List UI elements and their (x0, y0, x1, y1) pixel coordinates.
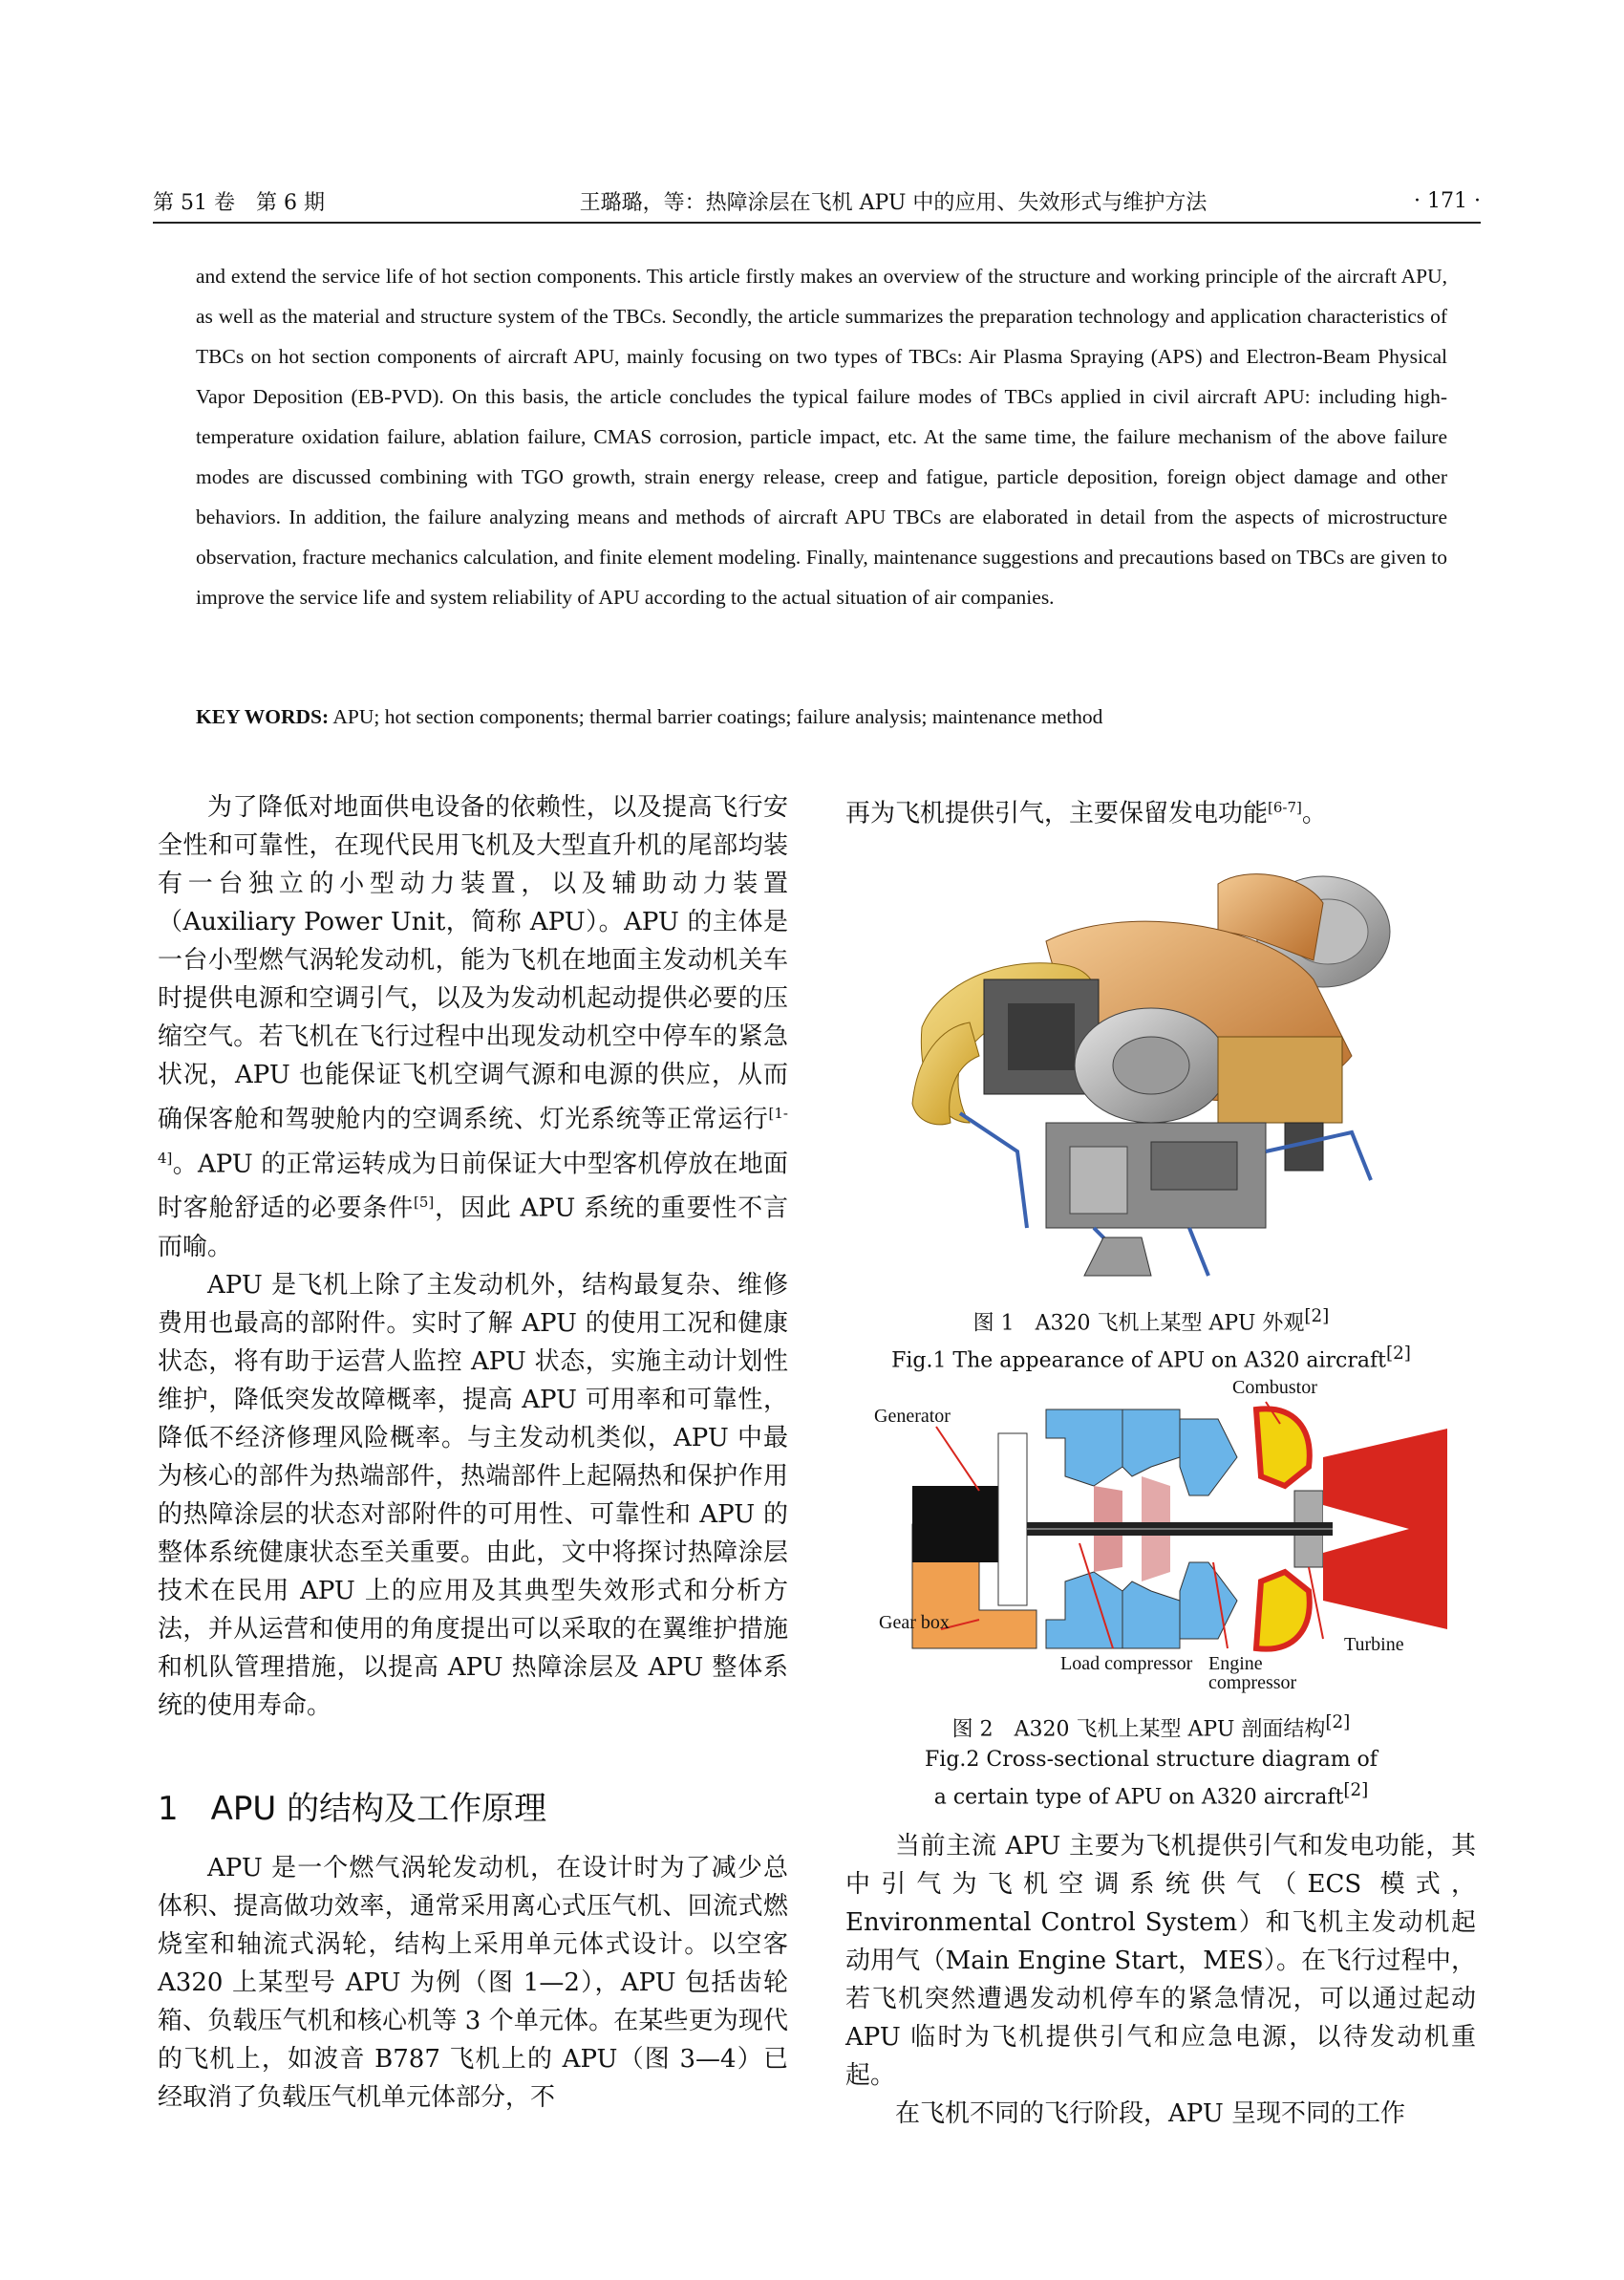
paragraph-flight-phases: 在飞机不同的飞行阶段，APU 呈现不同的工作 (895, 2099, 1405, 2128)
label-engine-compressor: Engine (1208, 1653, 1263, 1674)
figure-1-caption (865, 1301, 1438, 1377)
english-abstract: and extend the service life of hot section components. This article firstly makes an overview of the structure and working principle of the aircraft APU, as well as the material and structure system of the TBCs. Secondly, the article summarizes the preparation technology and application characteristics of TBCs on hot section components of aircraft APU, mainly focusing on two types of TBCs: Air Plasma Spraying (APS) and Electron-Beam Physical Vapor Deposition (EB-PVD). On this basis, the article concludes the typical failure modes of TBCs applied in civil aircraft APU: including high-temperature oxidation failure, ablation failure, CMAS corrosion, particle impact, etc. At the same time, the failure mechanism of the above failure modes are discussed combining with TGO growth, strain energy release, creep and fatigue, particle deposition, foreign object damage and other behaviors. In addition, the failure analyzing means and methods of aircraft APU TBCs are elaborated in detail from the aspects of microstructure observation, fracture mechanics calculation, and finite element modeling. Finally, maintenance suggestions and precautions based on TBCs are given to improve the service life and system reliability of APU according to the actual situation of air companies. (196, 265, 1447, 609)
keywords (196, 697, 1447, 737)
label-turbine: Turbine (1344, 1634, 1404, 1655)
keywords-text: APU; hot section components; thermal barrier coatings; failure analysis; maintenance method (329, 705, 1103, 728)
figure-1-caption-cn: 图 1 A320 飞机上某型 APU 外观[2] (972, 1306, 1330, 1336)
citation[interactable]: [6-7] (1268, 799, 1302, 816)
figure-2-caption-cn: 图 2 A320 飞机上某型 APU 剖面结构[2] (951, 1712, 1351, 1742)
running-title: 王璐璐，等：热障涂层在飞机 APU 中的应用、失效形式与维护方法 (579, 190, 1207, 215)
label-gear-box: Gear box (879, 1612, 950, 1633)
figure-1-apu-appearance (903, 865, 1400, 1285)
left-column-lower (158, 1849, 788, 2117)
label-load-compressor: Load compressor (1060, 1653, 1193, 1674)
left-column (158, 788, 788, 1725)
figure-2-caption-en-2: a certain type of APU on A320 aircraft[2] (933, 1780, 1369, 1810)
figure-2-caption (865, 1708, 1438, 1814)
keywords-label: KEY WORDS: (196, 705, 330, 728)
figure-1-caption-en: Fig.1 The appearance of APU on A320 aircraft[2] (891, 1344, 1411, 1373)
running-header (153, 180, 1481, 224)
right-column (845, 788, 1476, 833)
citation[interactable]: [1-4] (158, 1105, 788, 1167)
label-generator: Generator (874, 1406, 951, 1427)
figure-2-apu-cross-section (874, 1377, 1447, 1693)
citation[interactable]: [5] (414, 1194, 435, 1212)
journal-volume: 第 51 卷 第 6 期 (153, 190, 325, 215)
label-engine-compressor-line2: compressor (1208, 1672, 1297, 1693)
paragraph-apu-maintenance: APU 是飞机上除了主发动机外，结构最复杂、维修费用也最高的部附件。实时了解 APU 的使用工况和健康状态，将有助于运营人监控 APU 状态，实施主动计划性维护，降低突发故障概率，提高 APU 可用率和可靠性，降低不经济修理风险概率。与主发动机类似，APU 中最为核心的部件为热端部件，热端部件上起隔热和保护作用的热障涂层的状态对部附件的可用性、可靠性和 APU 的整体系统健康状态至关重要。由此，文中将探讨热障涂层技术在民用 APU 上的应用及其典型失效形式和分析方法，并从运营和使用的角度提出可以采取的在翼维护措施和机队管理措施，以提高 APU 热障涂层及 APU 整体系统的使用寿命。 (158, 1270, 788, 1720)
right-column-lower (845, 1827, 1476, 2133)
label-combustor: Combustor (1232, 1377, 1317, 1398)
paragraph-apu-structure: APU 是一个燃气涡轮发动机，在设计时为了减少总体积、提高做功效率，通常采用离心式压气机、回流式燃烧室和轴流式涡轮，结构上采用单元体式设计。以空客 A320 上某型号 APU 为例（图 1—2），APU 包括齿轮箱、负载压气机和核心机等 3 个单元体。在某些更为现代的飞机上，如波音 B787 飞机上的 APU（图 3—4）已经取消了负载压气机单元体部分，不 (158, 1854, 788, 2112)
figure-2-caption-en-1: Fig.2 Cross-sectional structure diagram of (925, 1748, 1378, 1773)
paragraph-continued: 再为飞机提供引气，主要保留发电功能[6-7]。 (845, 799, 1327, 828)
paragraph-apu-function: 当前主流 APU 主要为飞机提供引气和发电功能，其中引气为飞机空调系统供气（ECS 模式，Environmental Control System）和飞机主发动机起动用气（Main Engine Start，MES）。在飞行过程中，若飞机突然遭遇发动机停车的紧急情况，可以通过起动 APU 临时为飞机提供引气和应急电源，以待发动机重起。 (845, 1832, 1476, 2090)
page-number: · 171 · (1414, 188, 1481, 213)
paragraph-intro: 为了降低对地面供电设备的依赖性，以及提高飞行安全性和可靠性，在现代民用飞机及大型直升机的尾部均装有一台独立的小型动力装置，以及辅助动力装置（Auxiliary Power Unit，简称 APU）。APU 的主体是一台小型燃气涡轮发动机，能为飞机在地面主发动机关车时提供电源和空调引气，以及为发动机起动提供必要的压缩空气。若飞机在飞行过程中出现发动机空中停车的紧急状况，APU 也能保证飞机空调气源和电源的供应，从而确保客舱和驾驶舱内的空调系统、灯光系统等正常运行[1-4]。APU 的正常运转成为日前保证大中型客机停放在地面时客舱舒适的必要条件[5]，因此 APU 系统的重要性不言而喻。 (158, 793, 788, 1261)
section-heading: 1 APU 的结构及工作原理 (158, 1790, 547, 1828)
